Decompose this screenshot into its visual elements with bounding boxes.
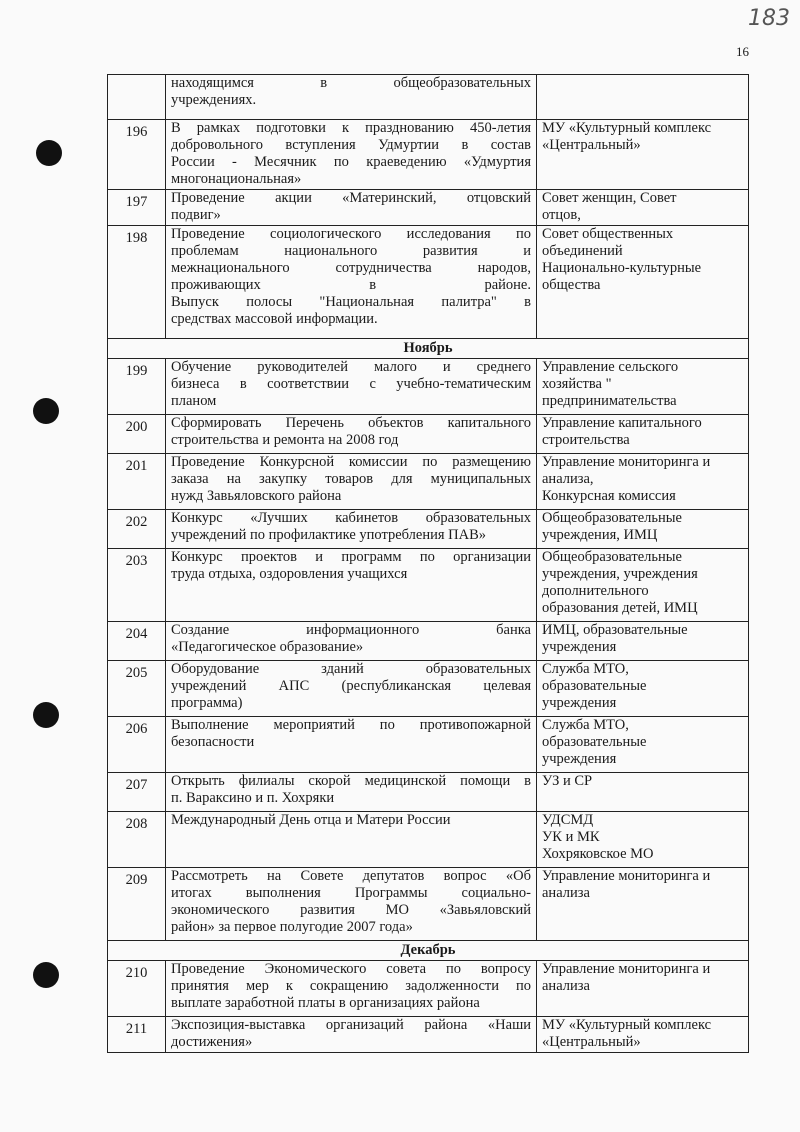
description-line: принятия мер к сокращению задолженности по (171, 978, 531, 994)
item-number: 209 (108, 868, 166, 941)
responsible-line: Национально-культурные (542, 260, 702, 276)
table-row (108, 812, 749, 868)
item-number: 205 (108, 661, 166, 717)
description-line: Выпуск полосы "Национальная палитра" в (171, 294, 531, 310)
item-responsible (537, 868, 749, 941)
description-line: программа) (171, 695, 243, 711)
item-number: 201 (108, 454, 166, 510)
responsible-line: общества (542, 277, 601, 293)
table-row (108, 454, 749, 510)
punch-hole (33, 398, 59, 424)
responsible-line: Управление капитального (542, 415, 702, 431)
month-section-row (108, 339, 749, 359)
responsible-line: Управление мониторинга и (542, 454, 711, 470)
responsible-line: ИМЦ, образовательные (542, 622, 688, 638)
responsible-line: УДСМД (542, 812, 594, 828)
item-responsible (537, 120, 749, 190)
description-line: п. Вараксино и п. Хохряки (171, 790, 335, 806)
item-description (166, 549, 537, 622)
item-description (166, 510, 537, 549)
description-line: итогах выполнения Программы социально- (171, 885, 531, 901)
description-line: Обучение руководителей малого и среднего (171, 359, 531, 375)
table-row (108, 717, 749, 773)
responsible-line: объединений (542, 243, 623, 259)
punch-hole (33, 702, 59, 728)
responsible-line: хозяйства " (542, 376, 612, 392)
item-number: 211 (108, 1017, 166, 1053)
description-line: Международный День отца и Матери России (171, 812, 451, 828)
table-row (108, 510, 749, 549)
responsible-line: учреждения, ИМЦ (542, 527, 658, 543)
page-number: 16 (736, 44, 749, 59)
item-number: 206 (108, 717, 166, 773)
description-line: Рассмотреть на Совете депутатов вопрос «Об (171, 868, 531, 884)
description-line: Конкурс проектов и программ по организации (171, 549, 531, 565)
responsible-line: образовательные (542, 734, 647, 750)
item-number: 200 (108, 415, 166, 454)
description-line: находящимся в общеобразовательных (171, 75, 531, 91)
responsible-line: анализа, (542, 471, 594, 487)
table-row (108, 1017, 749, 1053)
description-line: бизнеса в соответствии с учебно-тематическим (171, 376, 531, 392)
item-number: 204 (108, 622, 166, 661)
table-row (108, 622, 749, 661)
item-responsible (537, 773, 749, 812)
item-description (166, 812, 537, 868)
item-responsible (537, 961, 749, 1017)
description-line: экономического развития МО «Завьяловский (171, 902, 531, 918)
description-line: Сформировать Перечень объектов капитального (171, 415, 531, 431)
description-line: подвиг» (171, 207, 221, 223)
responsible-line: анализа (542, 978, 590, 994)
description-line: учреждениях. (171, 92, 257, 108)
item-description (166, 868, 537, 941)
description-line: добровольного вступления Удмуртии в состав (171, 137, 531, 153)
item-responsible (537, 717, 749, 773)
description-line: Проведение Экономического совета по вопросу (171, 961, 531, 977)
plan-table (107, 74, 749, 1053)
responsible-line: «Центральный» (542, 1034, 641, 1050)
punch-hole (33, 962, 59, 988)
table-row (108, 359, 749, 415)
table-row (108, 868, 749, 941)
description-line: Проведение социологического исследования по (171, 226, 531, 242)
month-section-row (108, 941, 749, 961)
item-responsible (537, 75, 749, 120)
item-number: 207 (108, 773, 166, 812)
item-description (166, 359, 537, 415)
table-row (108, 415, 749, 454)
item-description (166, 190, 537, 226)
item-number (108, 75, 166, 120)
item-responsible (537, 226, 749, 339)
item-description (166, 1017, 537, 1053)
item-responsible (537, 359, 749, 415)
responsible-line: учреждения (542, 639, 617, 655)
description-line: проживающих в районе. (171, 277, 531, 293)
table-row (108, 549, 749, 622)
item-description (166, 120, 537, 190)
responsible-line: УЗ и СР (542, 773, 593, 789)
item-number: 210 (108, 961, 166, 1017)
responsible-line: Хохряковское МО (542, 846, 654, 862)
responsible-line: Конкурсная комиссия (542, 488, 676, 504)
item-responsible (537, 661, 749, 717)
item-number: 208 (108, 812, 166, 868)
description-line: Создание информационного банка (171, 622, 531, 638)
responsible-line: предпринимательства (542, 393, 677, 409)
responsible-line: Служба МТО, (542, 717, 629, 733)
responsible-line: учреждения, учреждения (542, 566, 698, 582)
description-line: строительства и ремонта на 2008 год (171, 432, 399, 448)
responsible-line: Совет общественных (542, 226, 674, 242)
table-row (108, 961, 749, 1017)
description-line: Экспозиция-выставка организаций района «Наши (171, 1017, 531, 1033)
item-number: 199 (108, 359, 166, 415)
item-responsible (537, 510, 749, 549)
description-line: район» за первое полугодие 2007 года» (171, 919, 413, 935)
description-line: Проведение акции «Материнский, отцовский (171, 190, 531, 206)
responsible-line: строительства (542, 432, 630, 448)
responsible-line: учреждения (542, 751, 617, 767)
description-line: выплате заработной платы в организациях района (171, 995, 480, 1011)
item-responsible (537, 1017, 749, 1053)
item-responsible (537, 812, 749, 868)
description-line: средствах массовой информации. (171, 311, 378, 327)
description-line: Проведение Конкурсной комиссии по размещению (171, 454, 531, 470)
description-line: достижения» (171, 1034, 253, 1050)
description-line: В рамках подготовки к празднованию 450-летия (171, 120, 531, 136)
responsible-line: Управление сельского (542, 359, 679, 375)
description-line: России - Месячник по краеведению «Удмуртия (171, 154, 531, 170)
responsible-line: отцов, (542, 207, 581, 223)
punch-hole (36, 140, 62, 166)
description-line: учреждений АПС (республиканская целевая (171, 678, 531, 694)
responsible-line: образовательные (542, 678, 647, 694)
item-description (166, 661, 537, 717)
responsible-line: МУ «Культурный комплекс (542, 120, 712, 136)
item-description (166, 961, 537, 1017)
item-description (166, 415, 537, 454)
item-description (166, 717, 537, 773)
description-line: учреждений по профилактике употребления ПАВ» (171, 527, 487, 543)
responsible-line: Управление мониторинга и (542, 868, 711, 884)
month-section-title: Декабрь (108, 941, 749, 961)
responsible-line: анализа (542, 885, 590, 901)
item-description (166, 75, 537, 120)
item-responsible (537, 454, 749, 510)
item-number: 196 (108, 120, 166, 190)
description-line: Конкурс «Лучших кабинетов образовательных (171, 510, 531, 526)
item-description (166, 226, 537, 339)
item-responsible (537, 549, 749, 622)
description-line: проблемам национального развития и (171, 243, 531, 259)
table-row (108, 661, 749, 717)
table-row (108, 226, 749, 339)
description-line: многонациональная» (171, 171, 302, 187)
responsible-line: образования детей, ИМЦ (542, 600, 698, 616)
table-row (108, 190, 749, 226)
description-line: безопасности (171, 734, 255, 750)
description-line: «Педагогическое образование» (171, 639, 364, 655)
responsible-line: Служба МТО, (542, 661, 629, 677)
table-row (108, 75, 749, 120)
table-row (108, 120, 749, 190)
responsible-line: Общеобразовательные (542, 510, 682, 526)
description-line: заказа на закупку товаров для муниципальных (171, 471, 531, 487)
responsible-line: УК и МК (542, 829, 600, 845)
month-section-title: Ноябрь (108, 339, 749, 359)
description-line: планом (171, 393, 217, 409)
description-line: нужд Завьяловского района (171, 488, 342, 504)
item-number: 197 (108, 190, 166, 226)
description-line: Оборудование зданий образовательных (171, 661, 531, 677)
item-responsible (537, 190, 749, 226)
handwritten-sheet-number: 183 (748, 6, 790, 31)
responsible-line: дополнительного (542, 583, 649, 599)
description-line: Выполнение мероприятий по противопожарной (171, 717, 531, 733)
item-description (166, 454, 537, 510)
description-line: труда отдыха, оздоровления учащихся (171, 566, 408, 582)
item-description (166, 622, 537, 661)
responsible-line: Управление мониторинга и (542, 961, 711, 977)
responsible-line: учреждения (542, 695, 617, 711)
item-responsible (537, 415, 749, 454)
item-number: 198 (108, 226, 166, 339)
responsible-line: Совет женщин, Совет (542, 190, 677, 206)
description-line: Открыть филиалы скорой медицинской помощи в (171, 773, 531, 789)
table-row (108, 773, 749, 812)
item-description (166, 773, 537, 812)
item-responsible (537, 622, 749, 661)
item-number: 203 (108, 549, 166, 622)
item-number: 202 (108, 510, 166, 549)
description-line: межнационального сотрудничества народов, (171, 260, 531, 276)
responsible-line: «Центральный» (542, 137, 641, 153)
responsible-line: МУ «Культурный комплекс (542, 1017, 712, 1033)
responsible-line: Общеобразовательные (542, 549, 682, 565)
